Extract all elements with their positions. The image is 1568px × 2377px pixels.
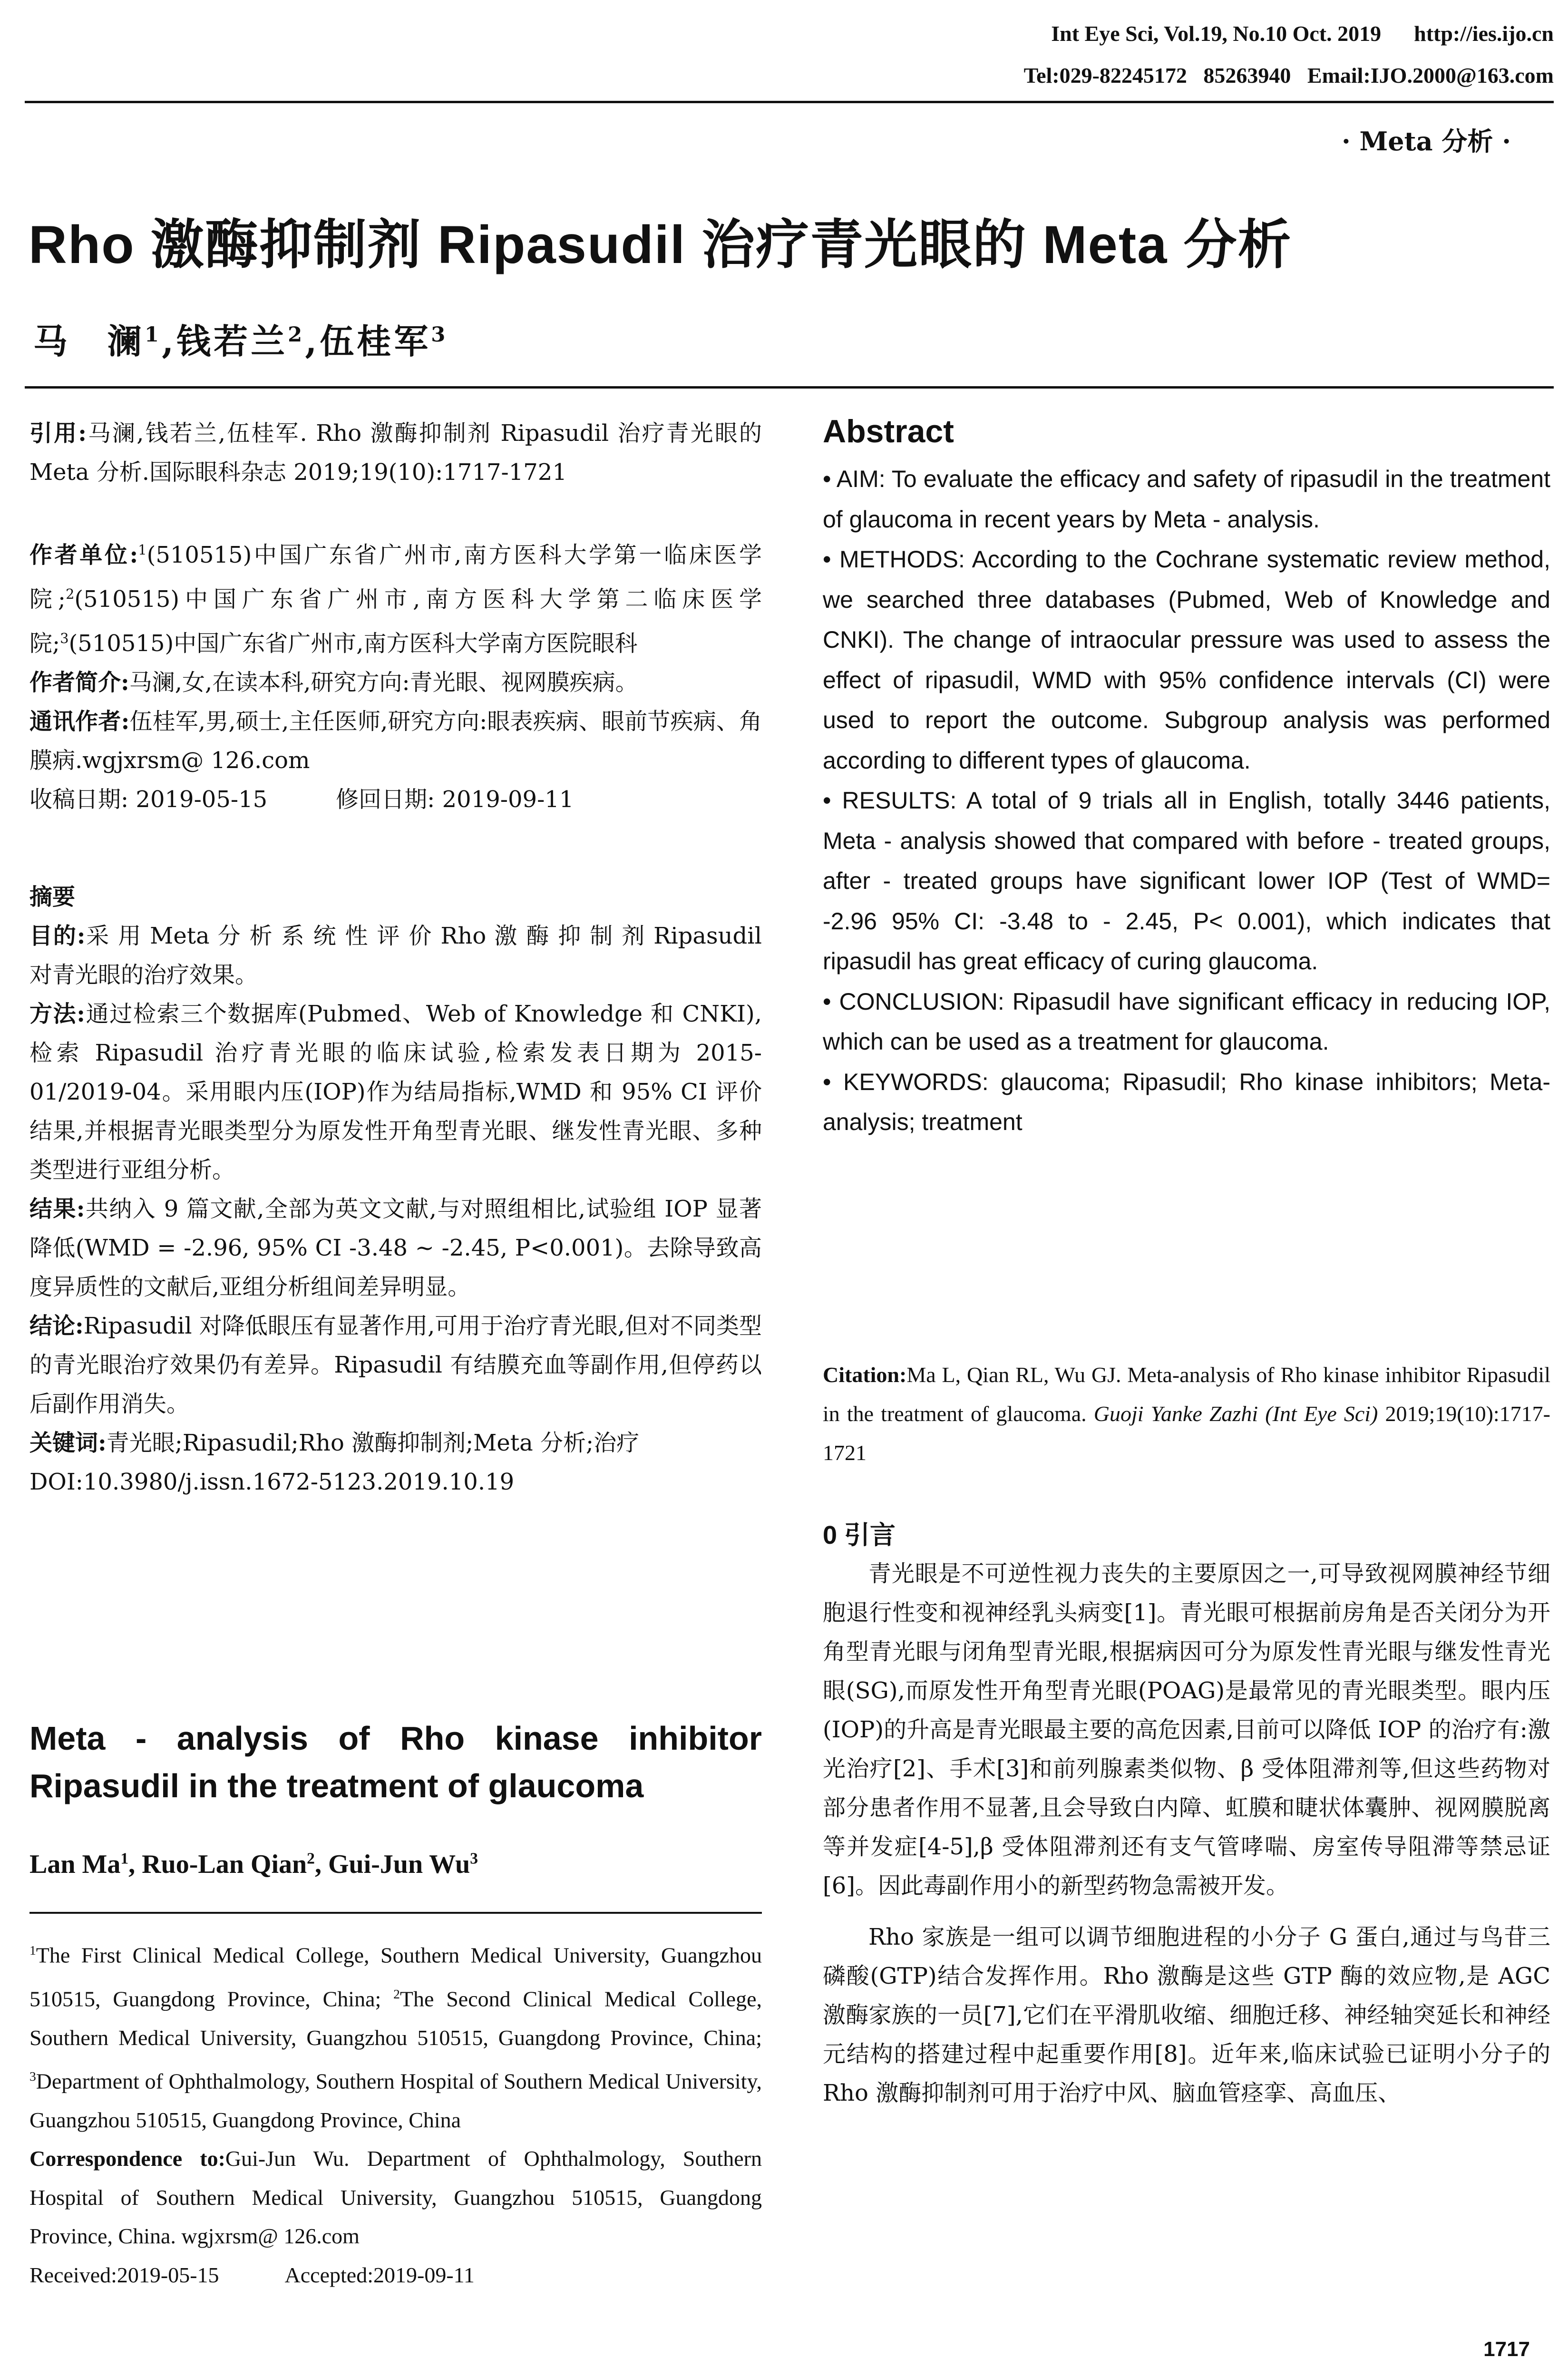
page-number: 1717 bbox=[1483, 2338, 1530, 2361]
unit-mark: 1 bbox=[138, 542, 147, 558]
abstract-keywords bbox=[29, 1423, 762, 1462]
unit-mark: 3 bbox=[60, 630, 69, 646]
english-affiliations bbox=[29, 1931, 762, 2294]
english-author-list bbox=[29, 1849, 478, 1880]
unit-text: (510515)中国广东省广州市,南方医科大学第一临床医学院; bbox=[29, 542, 762, 613]
affiliation-rule bbox=[29, 1912, 762, 1914]
citation-block-en bbox=[823, 1355, 1550, 1472]
affil-mark: 3 bbox=[29, 2069, 36, 2084]
citation-text: 马澜,钱若兰,伍桂军. Rho 激酶抑制剂 Ripasudil 治疗青光眼的 Meta 分析.国际眼科杂志 2019;19(10):1717-1721 bbox=[29, 420, 762, 486]
title-rule bbox=[25, 386, 1554, 389]
abstract-heading: Abstract bbox=[823, 413, 954, 449]
abstract-keywords-en: • KEYWORDS: glaucoma; Ripasudil; Rho kinase inhibitors; Meta-analysis; treatment bbox=[823, 1068, 1550, 1135]
keywords-label: 关键词: bbox=[29, 1430, 107, 1456]
abstract-methods-en: • METHODS: According to the Cochrane systematic review method, we searched three databases (Pubmed, Web of Knowledge and CNKI). The change of intraocular pressure was used to assess the effect of ripasudil, WMD with 95% confidence intervals (CI) were used to report the outcome. Subgroup analysis was performed according to different types of glaucoma. bbox=[823, 546, 1550, 774]
affil-text: Department of Ophthalmology, Southern Hospital of Southern Medical University, Guangzhou 510515, Guangdong Province, China bbox=[29, 2069, 762, 2132]
author-bio bbox=[29, 663, 762, 702]
english-abstract bbox=[823, 459, 1550, 1142]
intro-paragraph: 青光眼是不可逆性视力丧失的主要原因之一,可导致视网膜神经节细胞退行性变和视神经乳头病变[1]。青光眼可根据前房角是否关闭分为开角型青光眼与闭角型青光眼,根据病因可分为原发性青光眼与继发性青光眼(SG),而原发性开角型青光眼(POAG)是最常见的青光眼类型。眼内压(IOP)的升高是青光眼最主要的高危因素,目前可以降低 IOP 的治疗有:激光治疗[2]、手术[3]和前列腺素类似物、β 受体阻滞剂等,但这些药物对部分患者作用不显著,且会导致白内障、虹膜和睫状体囊肿、视网膜脱离等并发症[4-5],β 受体阻滞剂还有支气管哮喘、房室传导阻滞等禁忌证[6]。因此毒副作用小的新型药物急需被开发。 bbox=[823, 1560, 1550, 1899]
journal-contact-line: Tel:029-82245172 85263940 Email:IJO.2000@163.com bbox=[1023, 63, 1554, 88]
citation-block-cn bbox=[29, 414, 762, 492]
author-name: ,伍桂军 bbox=[305, 321, 431, 361]
affil-text: The First Clinical Medical College, Southern Medical University, Guangzhou 510515, Guangdong Province, China; bbox=[29, 1943, 762, 2011]
citation-tail: 2019;19(10):1717-1721 bbox=[823, 1402, 1550, 1465]
intro-heading: 0 引言 bbox=[823, 1521, 896, 1549]
keywords-text: 青光眼;Ripasudil;Rho 激酶抑制剂;Meta 分析;治疗 bbox=[106, 1430, 640, 1456]
header-rule bbox=[25, 101, 1554, 103]
abstract-aim-en: • AIM: To evaluate the efficacy and safety of ripasudil in the treatment of glaucoma in recent years by Meta - analysis. bbox=[823, 466, 1550, 533]
citation-text-en: Ma L, Qian RL, Wu GJ. Meta-analysis of Rho kinase inhibitor Ripasudil in the treatment of glaucoma. bbox=[823, 1363, 1550, 1426]
english-title: Meta - analysis of Rho kinase inhibitor Ripasudil in the treatment of glaucoma bbox=[29, 1720, 762, 1804]
intro-paragraph: Rho 家族是一组可以调节细胞进程的小分子 G 蛋白,通过与鸟苷三磷酸(GTP)结合发挥作用。Rho 激酶是这些 GTP 酶的效应物,是 AGC 激酶家族的一员[7],它们在平滑肌收缩、细胞迁移、神经轴突延长和神经元结构的搭建过程中起重要作用[8]。近年来,临床试验已证明小分子的 Rho 激酶抑制剂可用于治疗中风、脑血管痉挛、高血压、 bbox=[823, 1924, 1550, 2106]
author-info-block bbox=[29, 530, 762, 819]
aim-text: 采 用 Meta 分 析 系 统 性 评 价 Rho 激 酶 抑 制 剂 Ripasudil 对青光眼的治疗效果。 bbox=[29, 923, 762, 988]
author-name: Lan Ma bbox=[29, 1850, 121, 1879]
unit-text: (510515)中国广东省广州市,南方医科大学南方医院眼科 bbox=[68, 630, 638, 657]
aim-label: 目的: bbox=[29, 923, 86, 949]
unit-mark: 2 bbox=[66, 586, 75, 602]
citation-label-en: Citation: bbox=[823, 1363, 907, 1387]
abstract-method bbox=[29, 994, 762, 1189]
author-units bbox=[29, 530, 762, 663]
author-affil-mark: 2 bbox=[288, 322, 305, 347]
author-affil-mark: 1 bbox=[145, 322, 162, 347]
abstract-results-en: • RESULTS: A total of 9 trials all in English, totally 3446 patients, Meta - analysis showed that compared with before - treated groups, after - treated groups have significant lower IOP (Test of WMD= -2.96 95% CI: -3.48 to - 2.45, P< 0.001), which indicates that ripasudil has great efficacy of curing glaucoma. bbox=[823, 787, 1550, 974]
result-text: 共纳入 9 篇文献,全部为英文文献,与对照组相比,试验组 IOP 显著降低(WMD = -2.96, 95% CI -3.48 ~ -2.45, P<0.001)。去除导致高度异质性的文献后,亚组分析组间差异明显。 bbox=[29, 1196, 762, 1300]
affil-mark: 1 bbox=[29, 1943, 36, 1958]
correspondence-label: Correspondence to: bbox=[29, 2146, 225, 2171]
units-label: 作者单位: bbox=[29, 542, 138, 568]
bio-text: 马澜,女,在读本科,研究方向:青光眼、视网膜疾病。 bbox=[129, 669, 638, 696]
abstract-conclusion-en: • CONCLUSION: Ripasudil have significant efficacy in reducing IOP, which can be used as a treatment for glaucoma. bbox=[823, 988, 1550, 1055]
citation-label: 引用: bbox=[29, 420, 87, 447]
correspondence-text: Gui-Jun Wu. Department of Ophthalmology, Southern Hospital of Southern Medical University, Guangzhou 510515, Guangdong Province, China. wgjxrsm@ 126.com bbox=[29, 2146, 762, 2249]
author-name: ,钱若兰 bbox=[162, 321, 288, 361]
conclusion-text: Ripasudil 对降低眼压有显著作用,可用于治疗青光眼,但对不同类型的青光眼治疗效果仍有差异。Ripasudil 有结膜充血等副作用,但停药以后副作用消失。 bbox=[29, 1313, 762, 1417]
unit-text: (510515)中国广东省广州市,南方医科大学第二临床医学院; bbox=[29, 586, 762, 657]
author-affil-mark: 3 bbox=[431, 322, 448, 347]
abstract-aim bbox=[29, 916, 762, 994]
corr-label: 通讯作者: bbox=[29, 708, 130, 735]
method-text: 通过检索三个数据库(Pubmed、Web of Knowledge 和 CNKI),检索 Ripasudil 治疗青光眼的临床试验,检索发表日期为 2015-01/2019-04。采用眼内压(IOP)作为结局指标,WMD 和 95% CI 评价结果,并根据青光眼类型分为原发性开角型青光眼、继发性青光眼、多种类型进行亚组分析。 bbox=[29, 1001, 762, 1183]
received-accepted: Received:2019-05-15 Accepted:2019-09-11 bbox=[29, 2262, 475, 2287]
conclusion-label: 结论: bbox=[29, 1313, 84, 1339]
received-dates: 收稿日期: 2019-05-15 修回日期: 2019-09-11 bbox=[29, 786, 574, 813]
abstract-result bbox=[29, 1189, 762, 1306]
result-label: 结果: bbox=[29, 1196, 85, 1222]
abstract-heading-cn: 摘要 bbox=[29, 884, 76, 910]
affil-mark: 2 bbox=[393, 1986, 400, 2001]
page-title: Rho 激酶抑制剂 Ripasudil 治疗青光眼的 Meta 分析 bbox=[29, 215, 1292, 274]
author-name: , Gui-Jun Wu bbox=[314, 1850, 470, 1879]
author-affil-mark: 3 bbox=[470, 1850, 478, 1868]
correspondence-en bbox=[29, 2139, 762, 2256]
corr-text: 伍桂军,男,硕士,主任医师,研究方向:眼表疾病、眼前节疾病、角膜病.wgjxrsm@ 126.com bbox=[29, 708, 762, 774]
doi: DOI:10.3980/j.issn.1672-5123.2019.10.19 bbox=[29, 1469, 515, 1495]
corresponding-author bbox=[29, 702, 762, 780]
author-affil-mark: 2 bbox=[307, 1850, 315, 1868]
bio-label: 作者简介: bbox=[29, 669, 129, 696]
intro-body bbox=[823, 1554, 1550, 2113]
author-name: 马 澜 bbox=[33, 321, 145, 361]
author-name: , Ruo-Lan Qian bbox=[128, 1850, 307, 1879]
section-label: · Meta 分析 · bbox=[1341, 126, 1511, 156]
chinese-abstract bbox=[29, 877, 762, 1501]
method-label: 方法: bbox=[29, 1001, 85, 1027]
author-list bbox=[33, 314, 448, 363]
citation-journal: Guoji Yanke Zazhi (Int Eye Sci) bbox=[1093, 1402, 1378, 1426]
affil-text: The Second Clinical Medical College, Southern Medical University, Guangzhou 510515, Guangdong Province, China; bbox=[29, 1987, 762, 2050]
author-affil-mark: 1 bbox=[120, 1850, 129, 1868]
affiliation-list bbox=[29, 1931, 762, 2139]
journal-info-line: Int Eye Sci, Vol.19, No.10 Oct. 2019 http://ies.ijo.cn bbox=[1051, 21, 1554, 46]
abstract-conclusion bbox=[29, 1306, 762, 1423]
